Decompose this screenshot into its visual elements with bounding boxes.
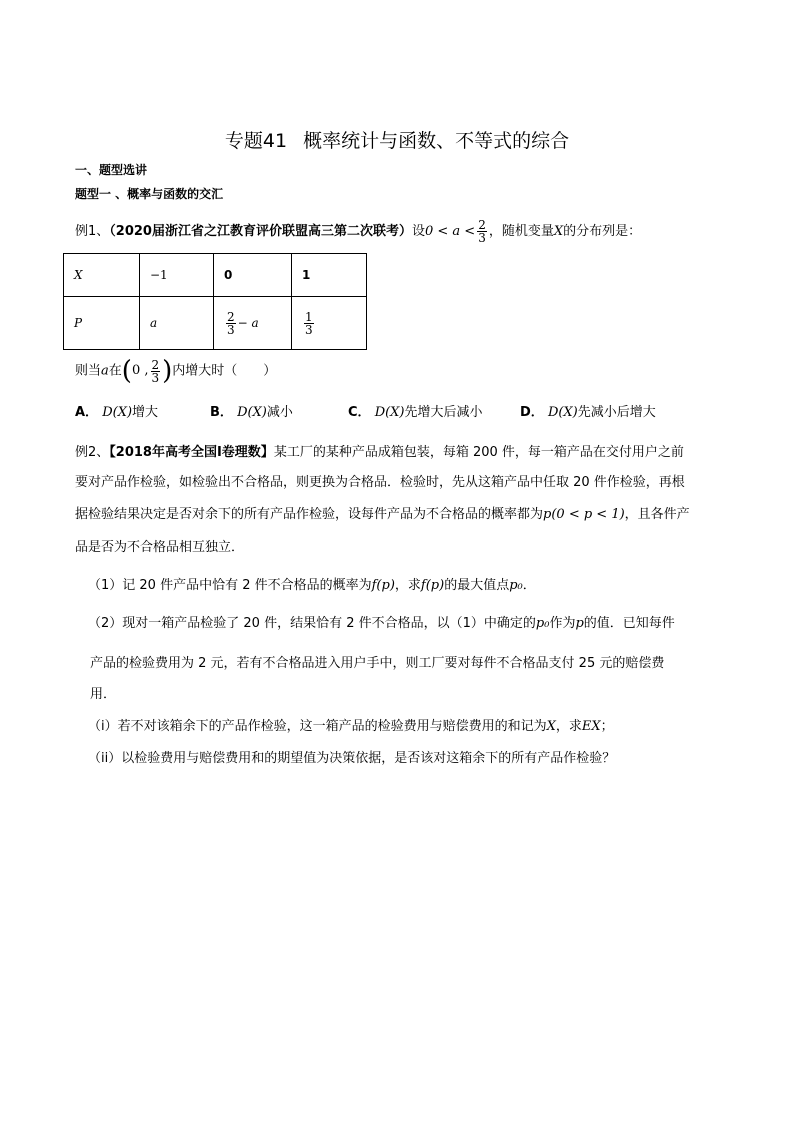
interval: ( 0 , $\frac{2}{3}$ ) [121,356,173,386]
example2-line3 [75,505,690,525]
stem-pre: 则当 [75,363,102,379]
option-expr: D(X) [102,405,133,420]
option-a[interactable] [75,403,158,423]
table-cell: X [64,254,140,297]
table-row [64,297,367,350]
interval-left: 0 , [131,363,149,378]
q2-text2: 作为 [549,616,576,631]
title-text: 概率统计与函数、不等式的综合 [303,130,570,152]
line3-tail: ，且各件产 [624,507,690,522]
type-heading: 题型一 、概率与函数的交汇 [75,187,224,201]
qi-math: X [546,719,556,734]
qi-math2: EX [581,719,601,734]
q1-text: （1）记 20 件产品中恰有 2 件不合格品的概率为 [88,578,372,593]
variable-a: a [101,363,109,379]
example1-tail: ，随机变量 [488,224,554,239]
question-2-line3: 用． [90,687,117,702]
frac-den: 3 [227,322,235,337]
fraction [226,311,236,336]
table-cell: a [140,297,214,350]
cell-rest: − a [237,315,259,330]
option-expr: D(X) [374,405,405,420]
q1-end: ． [522,578,536,593]
q1-math3: p₀ [509,578,523,593]
qi-end: ； [600,719,614,734]
option-text: 增大 [132,405,159,420]
question-2-ii: （ii）以检验费用与赔偿费用和的期望值为决策依据，是否该对这箱余下的所有产品作检验？ [88,751,616,766]
q1-math: f(p) [371,578,395,593]
question-2 [88,614,675,634]
fraction-two-thirds [477,219,487,244]
page-title [0,126,794,153]
stem-post: 内增大时（ ） [172,363,277,379]
table-cell: 1 [292,254,367,297]
frac-num: 2 [478,218,486,232]
table-cell: −1 [140,254,214,297]
question-stem [75,358,276,384]
example2-line2: 要对产品作检验，如检验出不合格品，则更换为合格品．检验时，先从这箱产品中任取 20 件作检验，再根 [75,475,685,490]
table-row [64,254,367,297]
question-2-line2: 产品的检验费用为 2 元，若有不合格品进入用户手中，则工厂要对每件不合格品支付 25 元的赔偿费 [90,656,665,671]
option-text: 先增大后减小 [404,405,483,420]
option-b[interactable] [210,403,293,423]
example2-label: 例2、 [75,445,110,460]
condition-left: 0 < a < [424,224,476,239]
table-cell [292,297,367,350]
option-expr: D(X) [547,405,578,420]
variable-x: X [553,224,564,239]
example1-tail2: 的分布列是： [563,224,642,239]
example2-text: 某工厂的某种产品成箱包装，每箱 200 件，每一箱产品在交付用户之前 [273,445,684,460]
q2-math: p₀ [535,616,550,631]
line3-text: 据检验结果决定是否对余下的所有产品作检验，设每件产品为不合格品的概率都为 [75,507,544,522]
line3-math: p(0 < p < 1) [543,507,625,522]
option-c[interactable] [348,403,483,423]
option-key: B． [210,405,233,420]
example2-source: 【2018年高考全国Ⅰ卷理数】 [109,445,274,460]
table-cell [214,297,292,350]
option-expr: D(X) [237,405,267,420]
section-heading: 一、题型选讲 [75,163,148,177]
frac-num: 2 [227,309,235,324]
option-key: A． [75,405,99,420]
distribution-table [63,253,367,350]
frac-den: 3 [305,322,313,337]
q2-text: （2）现对一箱产品检验了 20 件，结果恰有 2 件不合格品，以（1）中确定的 [88,616,536,631]
title-number: 专题41 [224,130,288,152]
option-text: 减小 [266,405,293,420]
example1-lead: 设 [411,224,425,239]
question-2-i [88,717,614,737]
frac-num: 1 [305,309,313,324]
qi-text: （i）若不对该箱余下的产品作检验，这一箱产品的检验费用与赔偿费用的和记为 [88,719,547,734]
option-key: C． [348,405,371,420]
q2-text3: 的值．已知每件 [583,616,675,631]
example2-line1 [75,443,684,463]
q2-math2: p [575,616,584,631]
option-d[interactable] [520,403,656,423]
option-text: 先减小后增大 [577,405,656,420]
fraction [304,311,314,336]
table-cell: P [64,297,140,350]
q1-text3: 的最大值点 [444,578,510,593]
stem-in: 在 [108,363,122,379]
example1-statement [75,219,641,244]
example1-source: （2020届浙江省之江教育评价联盟高三第二次联考） [109,224,412,239]
qi-text2: ，求 [555,719,582,734]
frac-den: 3 [478,231,486,245]
question-1 [88,576,536,596]
example2-line4: 品是否为不合格品相互独立． [75,540,245,555]
table-cell: 0 [214,254,292,297]
example1-label: 例1、 [75,224,110,239]
option-key: D． [520,405,544,420]
frac-num: 2 [151,357,160,372]
fraction [151,359,161,384]
q1-math2: f(p) [420,578,445,593]
q1-text2: ，求 [394,578,421,593]
frac-den: 3 [151,370,160,385]
